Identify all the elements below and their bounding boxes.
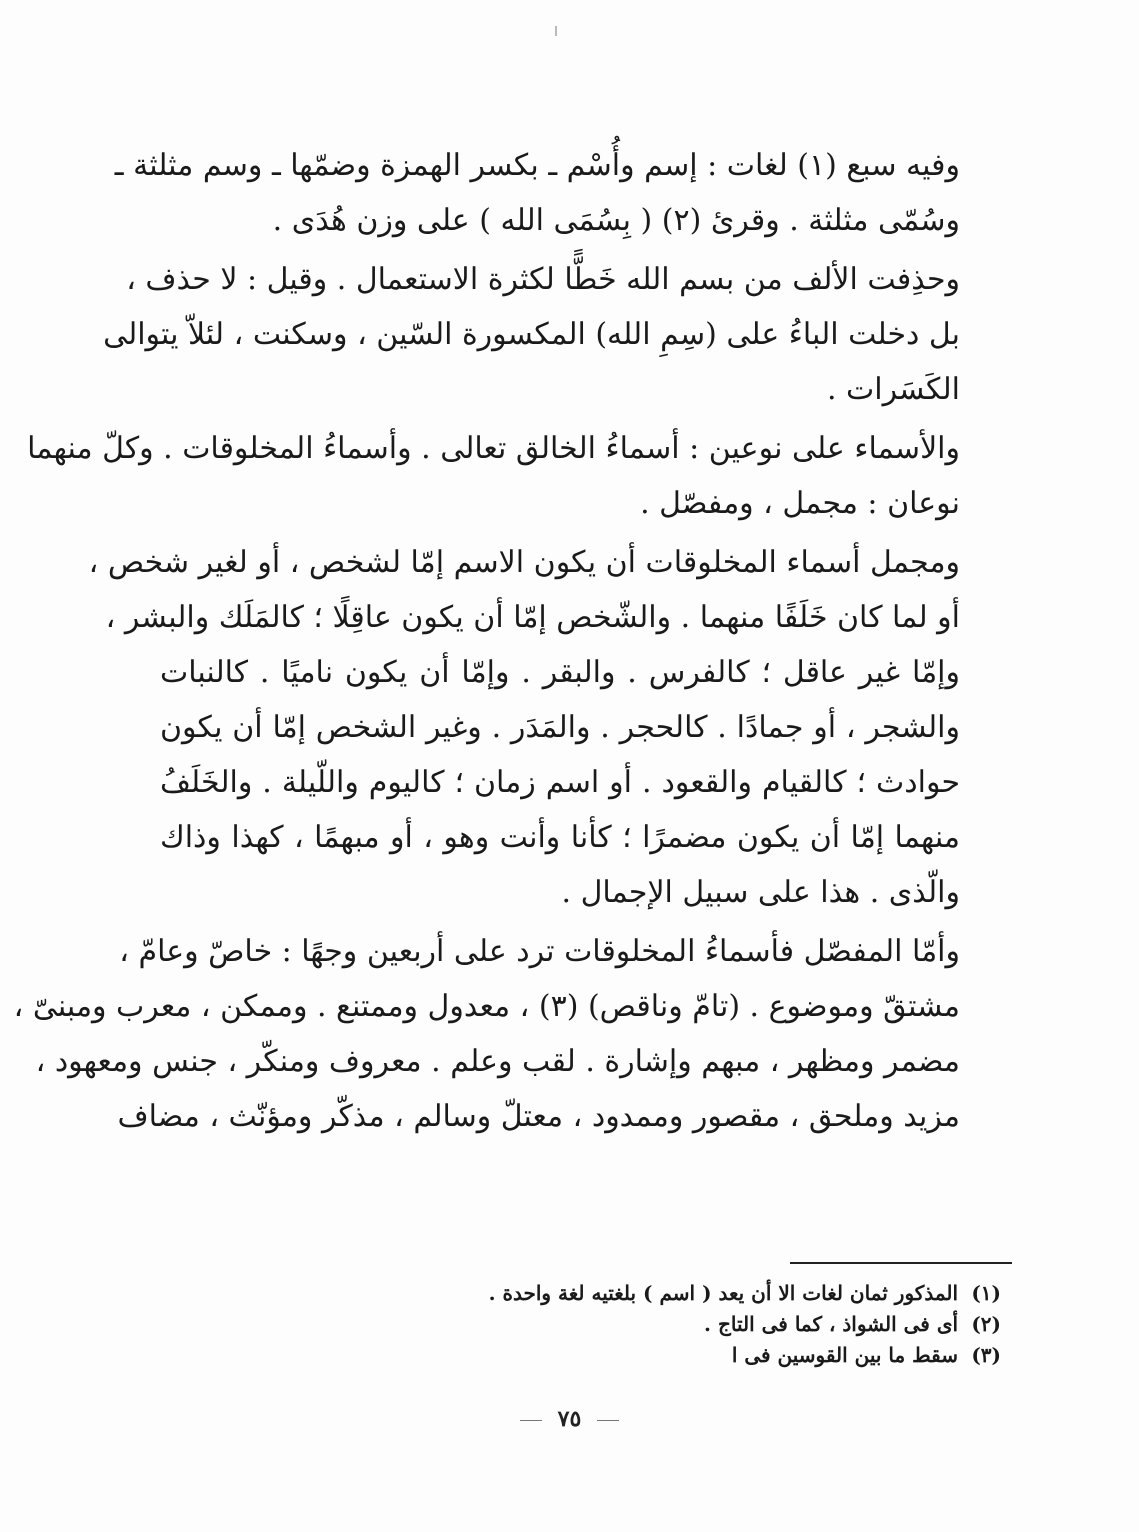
text-line: منهما إمّا أن يكون مضمرًا ؛ كأنا وأنت وهو ، أو مبهمًا ، كهذا وذاك	[160, 820, 960, 855]
text-line: أو لما كان خَلَفًا منهما . والشّخص إمّا أن يكون عاقِلًا ؛ كالمَلَك والبشر ،	[105, 600, 960, 635]
text-line: مضمر ومظهر ، مبهم وإشارة . لقب وعلم . معروف ومنكّر ، جنس ومعهود ،	[35, 1044, 960, 1079]
footnotes	[301, 1278, 1001, 1371]
paragraph-4	[88, 535, 990, 920]
footnote-divider	[790, 1262, 1012, 1264]
footnote-3	[301, 1340, 1001, 1371]
text-line: حوادث ؛ كالقيام والقعود . أو اسم زمان ؛ كاليوم واللّيلة . والخَلَفُ	[160, 765, 960, 800]
main-text	[13, 138, 990, 1148]
footnote-1	[301, 1278, 1001, 1309]
text-line: مزيد وملحق ، مقصور وممدود ، معتلّ وسالم ، مذكّر ومؤنّث ، مضاف	[117, 1099, 960, 1134]
text-line: مشتقّ وموضوع . (تامّ وناقص) (٣) ، معدول وممتنع . وممكن ، معرب ومبنىّ ،	[13, 989, 960, 1024]
scan-mark	[555, 26, 557, 36]
footnote-text: المذكور ثمان لغات الا أن يعد ( اسم ) بلغتيه لغة واحدة .	[488, 1281, 959, 1305]
page-number: ٧٥	[557, 1406, 582, 1432]
paragraph-5	[13, 924, 990, 1144]
text-line: ومجمل أسماء المخلوقات أن يكون الاسم إمّا لشخص ، أو لغير شخص ،	[88, 545, 960, 580]
footnote-text: سقط ما بين القوسين فى ا	[731, 1343, 959, 1367]
dash-decoration	[520, 1420, 542, 1421]
dash-decoration	[597, 1420, 619, 1421]
footnote-2	[301, 1309, 1001, 1340]
text-line: والأسماء على نوعين : أسماءُ الخالق تعالى . وأسماءُ المخلوقات . وكلّ منهما	[27, 431, 960, 466]
text-line: وفيه سبع (١) لغات : إسم وأُسْم ـ بكسر الهمزة وضمّها ـ وسم مثلثة ـ	[114, 148, 960, 183]
text-line: بل دخلت الباءُ على (سِمِ الله) المكسورة السّين ، وسكنت ، لئلاّ يتوالى	[103, 317, 960, 352]
paragraph-2	[103, 252, 990, 417]
footnote-number: (١)	[971, 1281, 1001, 1305]
paragraph-3	[27, 421, 990, 531]
footnote-text: أى فى الشواذ ، كما فى التاج .	[704, 1312, 959, 1336]
text-line: نوعان : مجمل ، ومفصّل .	[640, 486, 960, 521]
page-number-block	[0, 1406, 1139, 1432]
text-line: وأمّا المفصّل فأسماءُ المخلوقات ترد على أربعين وجهًا : خاصّ وعامّ ،	[119, 934, 960, 969]
text-line: الكَسَرات .	[826, 372, 960, 407]
text-line: والّذى . هذا على سبيل الإجمال .	[561, 875, 960, 910]
text-line: وحذِفت الألف من بسم الله خَطًّا لكثرة الاستعمال . وقيل : لا حذف ،	[126, 262, 960, 297]
footnote-number: (٣)	[971, 1343, 1001, 1367]
text-line: وسُمّى مثلثة . وقرئ (٢) ( بِسُمَى الله ) على وزن هُدَى .	[272, 203, 960, 238]
footnote-number: (٢)	[971, 1312, 1001, 1336]
paragraph-1	[114, 138, 990, 248]
text-line: وإمّا غير عاقل ؛ كالفرس . والبقر . وإمّا أن يكون ناميًا . كالنبات	[160, 655, 960, 690]
text-line: والشجر ، أو جمادًا . كالحجر . والمَدَر . وغير الشخص إمّا أن يكون	[160, 710, 960, 745]
